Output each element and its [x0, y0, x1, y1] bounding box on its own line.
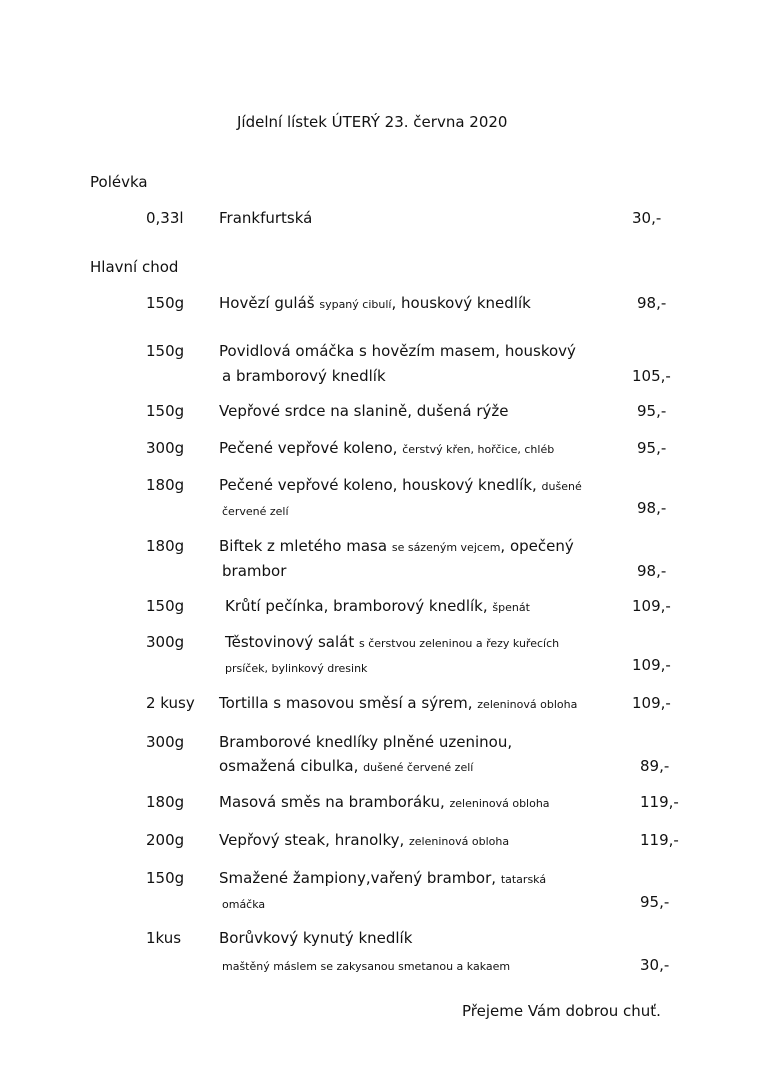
dish-name-part: Masová směs na bramboráku, — [219, 793, 450, 811]
dish-line-continued — [225, 658, 367, 676]
dish-line — [219, 831, 509, 849]
dish-side-note: zeleninová obloha — [449, 797, 550, 810]
dish-name-part: Vepřový steak, hranolky, — [219, 831, 410, 849]
dish-name-part: , houskový knedlík — [391, 294, 531, 312]
dish-quantity: 200g — [146, 831, 185, 849]
dish-line — [219, 476, 582, 494]
dish-side-note: dušené — [541, 480, 582, 493]
section-soup: Polévka — [90, 173, 148, 191]
dish-quantity: 1kus — [146, 929, 182, 947]
dish-quantity: 2 kusy — [146, 694, 195, 712]
dish-line — [219, 209, 312, 227]
dish-line-continued — [222, 956, 510, 974]
dish-quantity: 150g — [146, 402, 185, 420]
dish-name-part: Pečené vepřové koleno, — [219, 439, 403, 457]
dish-name-part: Pečené vepřové koleno, houskový knedlík, — [219, 476, 542, 494]
dish-name-part: Vepřové srdce na slanině, dušená rýže — [219, 402, 509, 420]
dish-side-note: špenát — [492, 601, 530, 614]
dish-line — [219, 342, 576, 360]
dish-price: 105,- — [632, 367, 671, 385]
dish-side-note: zeleninová obloha — [409, 835, 510, 848]
section-main: Hlavní chod — [90, 258, 179, 276]
dish-quantity: 150g — [146, 869, 185, 887]
dish-side-note: tatarská — [500, 873, 547, 886]
dish-line-continued — [222, 894, 265, 912]
dish-name-part: Tortilla s masovou směsí a sýrem, — [219, 694, 478, 712]
dish-price: 98,- — [637, 499, 667, 517]
dish-line — [219, 439, 554, 457]
dish-price: 119,- — [640, 831, 679, 849]
dish-name-part: Smažené žampiony,vařený brambor, — [219, 869, 501, 887]
closing-message: Přejeme Vám dobrou chuť. — [462, 1002, 661, 1020]
dish-price: 98,- — [637, 294, 667, 312]
dish-quantity: 150g — [146, 597, 185, 615]
dish-price: 89,- — [640, 757, 670, 775]
dish-line — [225, 597, 530, 615]
dish-price: 95,- — [640, 893, 670, 911]
dish-quantity: 180g — [146, 793, 185, 811]
dish-quantity: 180g — [146, 537, 185, 555]
dish-price: 119,- — [640, 793, 679, 811]
dish-price: 98,- — [637, 562, 667, 580]
dish-line — [219, 402, 509, 420]
menu-title: Jídelní lístek ÚTERÝ 23. června 2020 — [237, 113, 508, 131]
dish-price: 109,- — [632, 656, 671, 674]
dish-line — [219, 694, 577, 712]
dish-name-part: Bramborové knedlíky plněné uzeninou, — [219, 733, 513, 751]
dish-name-part: , opečený — [500, 537, 574, 555]
dish-line — [225, 633, 559, 651]
dish-side-note: s čerstvou zeleninou a řezy kuřecích — [358, 637, 560, 650]
dish-price: 30,- — [640, 956, 670, 974]
dish-name-part: Hovězí guláš — [219, 294, 320, 312]
dish-name-part: brambor — [222, 562, 287, 580]
dish-line — [219, 733, 512, 751]
dish-side-note: zeleninová obloha — [477, 698, 578, 711]
dish-quantity: 300g — [146, 633, 185, 651]
dish-line — [219, 929, 412, 947]
dish-line — [219, 294, 531, 312]
dish-price: 95,- — [637, 439, 667, 457]
dish-line-continued — [222, 501, 289, 519]
dish-quantity: 300g — [146, 733, 185, 751]
dish-name-part: osmažená cibulka, — [219, 757, 364, 775]
dish-quantity: 180g — [146, 476, 185, 494]
dish-line — [219, 537, 574, 555]
dish-side-note: se sázeným vejcem — [391, 541, 501, 554]
dish-line-continued — [222, 562, 286, 580]
dish-price: 109,- — [632, 597, 671, 615]
dish-price: 95,- — [637, 402, 667, 420]
dish-side-note: červené zelí — [222, 505, 289, 518]
dish-quantity: 150g — [146, 342, 185, 360]
dish-line — [219, 793, 550, 811]
dish-name-part: Těstovinový salát — [225, 633, 359, 651]
dish-price: 109,- — [632, 694, 671, 712]
dish-name-part: a bramborový knedlík — [222, 367, 386, 385]
dish-quantity: 150g — [146, 294, 185, 312]
dish-line — [219, 869, 546, 887]
dish-side-note: čerstvý křen, hořčice, chléb — [402, 443, 555, 456]
dish-side-note: dušené červené zelí — [363, 761, 474, 774]
dish-side-note: omáčka — [222, 898, 266, 911]
dish-name-part: Krůtí pečínka, bramborový knedlík, — [225, 597, 493, 615]
dish-line-continued — [222, 367, 386, 385]
dish-side-note: prsíček, bylinkový dresink — [225, 662, 368, 675]
dish-name-part: Borůvkový kynutý knedlík — [219, 929, 413, 947]
dish-quantity: 300g — [146, 439, 185, 457]
dish-name-part: Biftek z mletého masa — [219, 537, 392, 555]
dish-line-continued — [219, 757, 473, 775]
dish-side-note: sypaný cibulí — [319, 298, 392, 311]
dish-side-note: maštěný máslem se zakysanou smetanou a kakaem — [222, 960, 511, 973]
dish-name-part: Frankfurtská — [219, 209, 313, 227]
dish-name-part: Povidlová omáčka s hovězím masem, houskový — [219, 342, 576, 360]
dish-price: 30,- — [632, 209, 662, 227]
dish-quantity: 0,33l — [146, 209, 184, 227]
